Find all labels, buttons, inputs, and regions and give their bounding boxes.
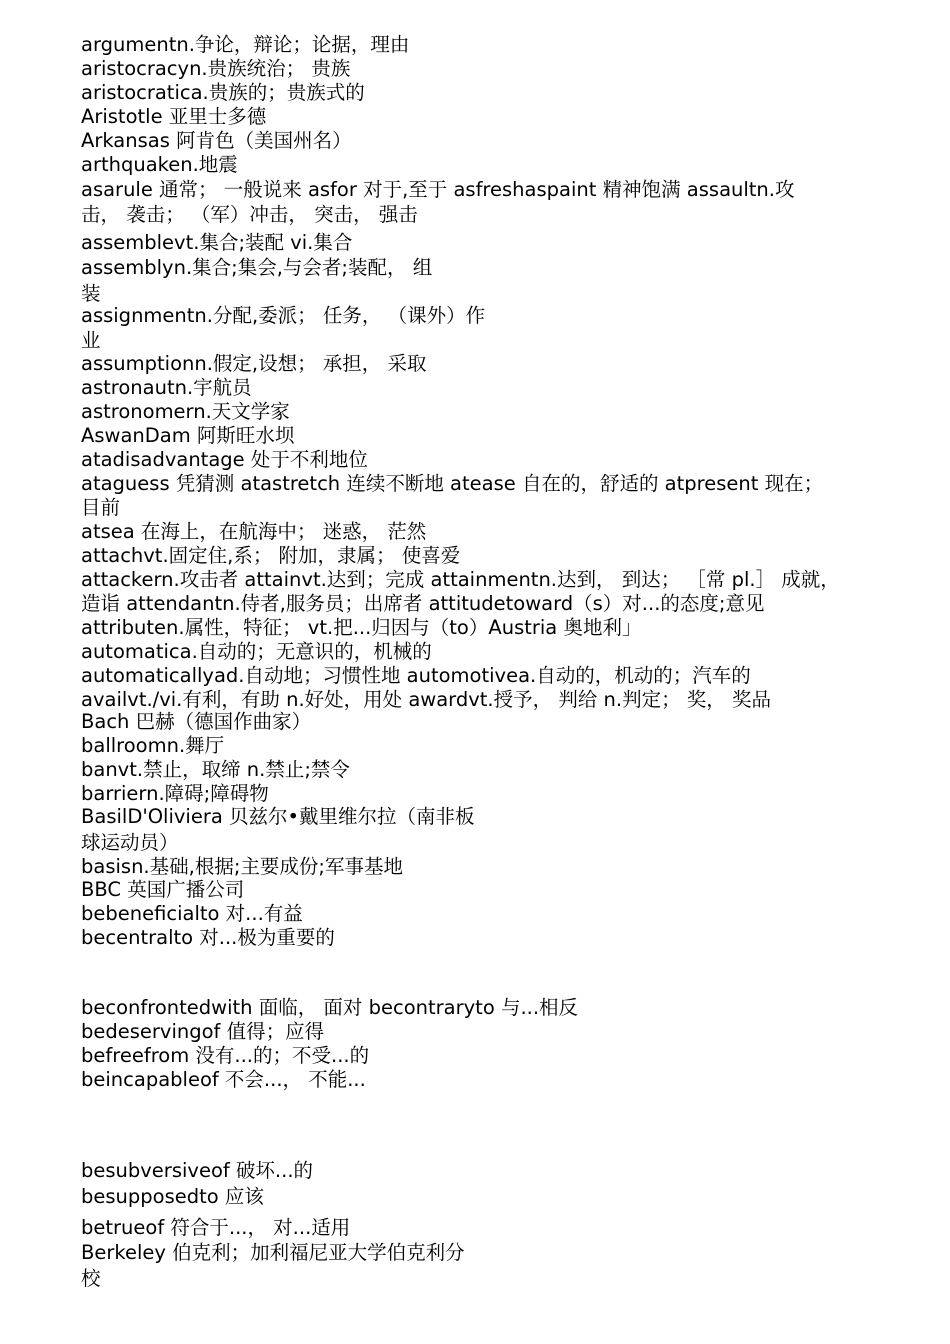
entry-line: assemblevt.集合;装配 vi.集合 [81,231,353,254]
entry-line: basisn.基础,根据;主要成份;军事基地 [81,855,403,878]
entry-line: attributen.属性，特征； vt.把...归因与（to）Austria 奥地利」 [81,616,642,639]
entry-line: atsea 在海上，在航海中； 迷惑， 茫然 [81,520,427,543]
entry-line: attackern.攻击者 attainvt.达到；完成 attainmentn.达到， 到达； ［常 pl.］ 成就， [81,568,840,591]
entry-line: assemblyn.集合;集会,与会者;装配， 组 [81,256,433,279]
entry-line: befreefrom 没有...的；不受...的 [81,1044,370,1067]
entry-line: ataguess 凭猜测 atastretch 连续不断地 atease 自在的，舒适的 atpresent 现在； [81,472,824,495]
entry-line: 球运动员） [81,831,179,854]
entry-line: beconfrontedwith 面临， 面对 becontraryto 与...相反 [81,996,579,1019]
entry-line: BasilD'Oliviera 贝兹尔•戴里维尔拉（南非板 [81,805,475,828]
entry-line: 校 [81,1267,101,1290]
entry-line: bedeservingof 值得；应得 [81,1020,325,1043]
entry-line: attachvt.固定住,系； 附加，隶属； 使喜爱 [81,544,461,567]
entry-line: 装 [81,282,101,305]
entry-line: becentralto 对...极为重要的 [81,926,335,949]
entry-line: astronomern.天文学家 [81,400,290,423]
entry-line: 目前 [81,496,121,519]
entry-line: banvt.禁止，取缔 n.禁止;禁令 [81,758,350,781]
entry-line: AswanDam 阿斯旺水坝 [81,424,295,447]
entry-line: asarule 通常； 一般说来 asfor 对于,至于 asfreshaspaint 精神饱满 assaultn.攻 [81,178,795,201]
entry-line: bebeneficialto 对...有益 [81,902,303,925]
entry-line: automaticallyad.自动地；习惯性地 automotivea.自动的，机动的；汽车的 [81,664,751,687]
entry-line: Aristotle 亚里士多德 [81,105,267,128]
entry-line: 造诣 attendantn.侍者,服务员；出席者 attitudetoward（s）对...的态度;意见 [81,592,765,615]
entry-line: 业 [81,329,101,352]
entry-line: atadisadvantage 处于不利地位 [81,448,368,471]
entry-line: BBC 英国广播公司 [81,878,245,901]
entry-line: assignmentn.分配,委派； 任务， （课外）作 [81,304,486,327]
entry-line: beincapableof 不会...， 不能... [81,1068,366,1091]
entry-line: automatica.自动的；无意识的，机械的 [81,640,432,663]
entry-line: Bach 巴赫（德国作曲家） [81,710,312,733]
entry-line: arthquaken.地震 [81,153,238,176]
entry-line: besubversiveof 破坏...的 [81,1159,314,1182]
entry-line: aristocratica.贵族的；贵族式的 [81,81,365,104]
entry-line: argumentn.争论，辩论；论据，理由 [81,33,410,56]
entry-line: astronautn.宇航员 [81,376,252,399]
entry-line: Berkeley 伯克利；加利福尼亚大学伯克利分 [81,1241,465,1264]
entry-line: Arkansas 阿肯色（美国州名） [81,129,352,152]
entry-line: assumptionn.假定,设想； 承担， 采取 [81,352,427,375]
entry-line: 击， 袭击； （军）冲击， 突击， 强击 [81,203,418,226]
entry-line: betrueof 符合于...， 对...适用 [81,1216,351,1239]
entry-line: aristocracyn.贵族统治； 贵族 [81,57,351,80]
entry-line: availvt./vi.有利，有助 n.好处，用处 awardvt.授予， 判给 n.判定； 奖， 奖品 [81,688,771,711]
entry-line: barriern.障碍;障碍物 [81,782,269,805]
entry-line: ballroomn.舞厅 [81,734,225,757]
entry-line: besupposedto 应该 [81,1185,264,1208]
